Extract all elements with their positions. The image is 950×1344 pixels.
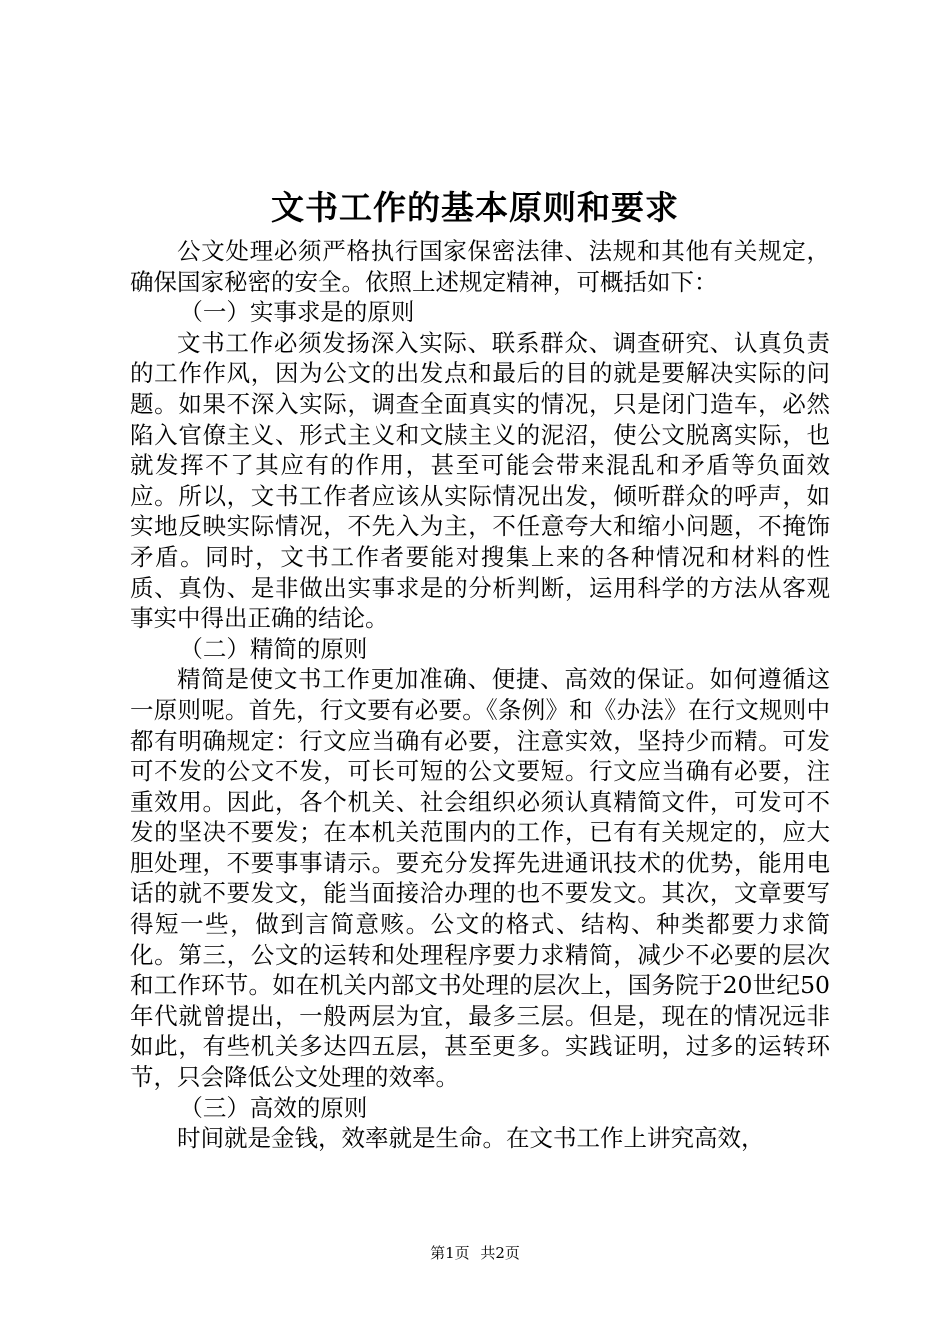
section-heading-3: （三）高效的原则 (179, 1093, 368, 1122)
paragraph-section-2: 精简是使文书工作更加准确、便捷、高效的保证。如何遵循这一原则呢。首先，行文要有必要。《条例》和《办法》在行文规则中都有明确规定：行文应当确有必要，注意实效，坚持少而精。可发可不发的公文不发，可长可短的公文要短。行文应当确有必要，注重效用。因此，各个机关、社会组织必须认真精简文件，可发可不发的坚决不要发；在本机关范围内的工作，已有有关规定的，应大胆处理，不要事事请示。要充分发挥先进通讯技术的优势，能用电话的就不要发文，能当面接洽办理的也不要发文。其次，文章要写得短一些，做到言简意赅。公文的格式、结构、种类都要力求简化。第三，公文的运转和处理程序要力求精简，减少不必要的层次和工作环节。如在机关内部文书处理的层次上，国务院于20世纪50年代就曾提出，一般两层为宜，最多三层。但是，现在的情况远非如此，有些机关多达四五层，甚至更多。实践证明，过多的运转环节，只会降低公文处理的效率。 (130, 665, 830, 1092)
document-title: 文书工作的基本原则和要求 (271, 188, 679, 227)
section-heading-1: （一）实事求是的原则 (179, 298, 415, 327)
section-heading-2: （二）精简的原则 (179, 634, 368, 663)
paragraph-section-3: 时间就是金钱，效率就是生命。在文书工作上讲究高效， (177, 1124, 765, 1153)
document-body (130, 236, 830, 1154)
page-footer (0, 1243, 950, 1263)
paragraph-section-1: 文书工作必须发扬深入实际、联系群众、调查研究、认真负责的工作作风，因为公文的出发点和最后的目的就是要解决实际的问题。如果不深入实际，调查全面真实的情况，只是闭门造车，必然陷入官僚主义、形式主义和文牍主义的泥沼，使公文脱离实际，也就发挥不了其应有的作用，甚至可能会带来混乱和矛盾等负面效应。所以，文书工作者应该从实际情况出发，倾听群众的呼声，如实地反映实际情况，不先入为主，不任意夸大和缩小问题，不掩饰矛盾。同时，文书工作者要能对搜集上来的各种情况和材料的性质、真伪、是非做出实事求是的分析判断，运用科学的方法从客观事实中得出正确的结论。 (130, 328, 830, 633)
page-number: 第1页 (430, 1244, 470, 1262)
page-total: 共2页 (480, 1244, 520, 1262)
paragraph-intro: 公文处理必须严格执行国家保密法律、法规和其他有关规定，确保国家秘密的安全。依照上述规定精神，可概括如下： (130, 237, 830, 296)
